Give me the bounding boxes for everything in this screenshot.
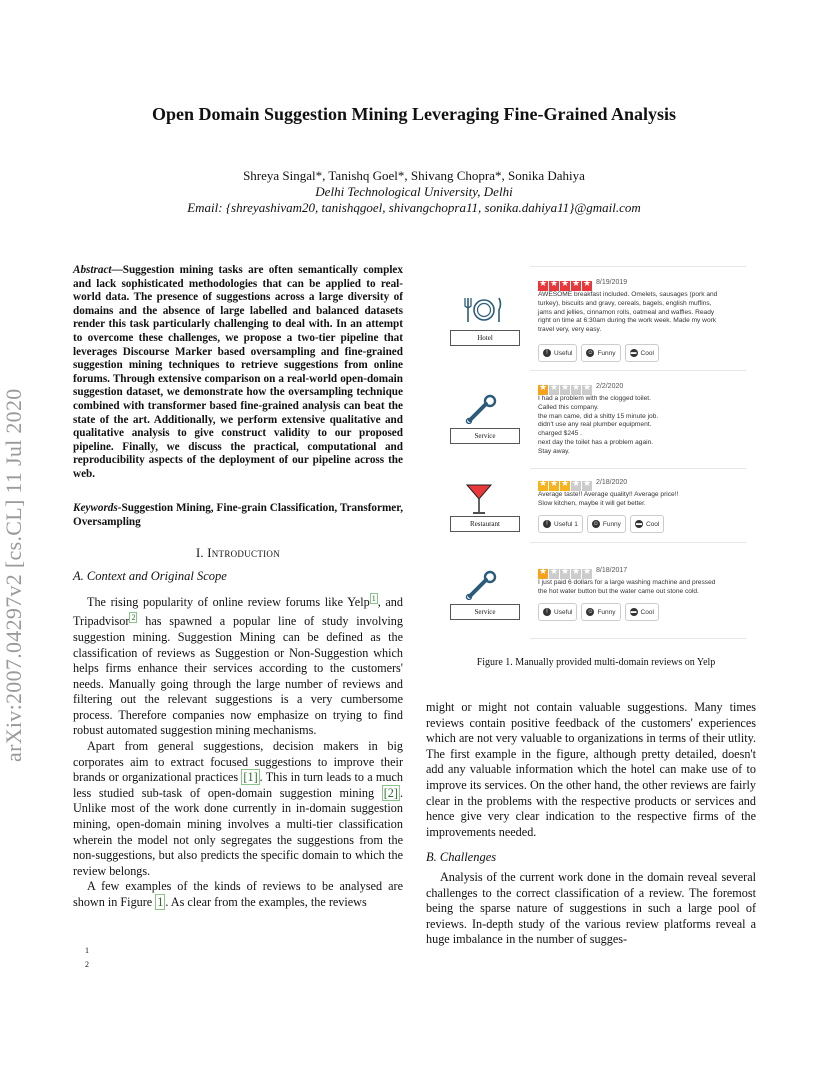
wrench-icon xyxy=(464,394,498,424)
left-column-body xyxy=(73,569,403,911)
keywords xyxy=(73,502,403,529)
star-icon xyxy=(560,569,570,579)
author-block xyxy=(0,168,828,216)
star-icon xyxy=(549,481,559,491)
divider xyxy=(530,370,746,371)
subsection-heading-b: B. Challenges xyxy=(426,850,497,865)
star-icon xyxy=(582,385,592,395)
intro-paragraph-3: A few examples of the kinds of reviews to be analysed are shown in Figure 1 . As clear from the examples, the reviews xyxy=(73,879,403,909)
divider xyxy=(530,266,746,267)
citation-link-2[interactable]: [2] xyxy=(383,785,398,800)
lightbulb-icon: ! xyxy=(543,349,551,357)
review-date: 8/18/2017 xyxy=(596,567,628,574)
funny-button[interactable]: ☺ Funny xyxy=(587,515,626,533)
arxiv-stamp: arXiv:2007.04297v2 [cs.CL] 11 Jul 2020 xyxy=(1,388,26,762)
affiliation: Delhi Technological University, Delhi xyxy=(315,184,513,199)
star-icon xyxy=(571,481,581,491)
star-icon xyxy=(571,281,581,291)
plate-cutlery-icon xyxy=(464,296,504,324)
subsection-heading-a: A. Context and Original Scope xyxy=(73,569,227,583)
star-icon xyxy=(549,281,559,291)
funny-button[interactable]: ☺ Funny xyxy=(581,603,620,621)
keywords-text: -Suggestion Mining, Fine-grain Classification, Transformer, Oversampling xyxy=(73,502,403,528)
divider xyxy=(530,638,746,639)
star-icon xyxy=(538,281,548,291)
review-actions xyxy=(538,603,659,621)
figure-1-reviews xyxy=(446,262,746,646)
useful-button[interactable]: ! Useful xyxy=(538,603,577,621)
star-icon xyxy=(538,481,548,491)
star-icon xyxy=(560,481,570,491)
review-date: 2/2/2020 xyxy=(596,383,624,390)
abstract-text: —Suggestion mining tasks are often semantically complex and lack sophisticated methodologies that can be applied to real-world data. The presence of suggestions across a large diversity of domains and the absence of large labelled and balanced datasets render this task particularly challenging to deal with. In an attempt to overcome these challenges, we propose a two-tier pipeline that leverages Discourse Marker based oversampling and fine-grained suggestion mining techniques to retrieve suggestions from online forums. Through extensive comparison on a real-world open-domain suggestion dataset, we demonstrate how the oversampling technique combined with transformer based fine-grained analysis can beat the state of the art. Additionally, we perform extensive qualitative and qualitative analysis to give construct validity to our proposed pipeline. Finally, we discuss the practical, computational and reproducibility aspects of the deployment of our pipeline across the web. xyxy=(73,264,403,480)
right-paragraph-1: might or might not contain valuable suggestions. Many times reviews contain positive feedback of the customers' experiences which are not very valuable to organizations in terms of their utlity. The first example in the figure, although pretty detailed, doesn't add any valuable information which the hotel can make use of to improve its services. On the other hand, the other reviews are fairly clear in the problems with the respective products or services and hence give very clear indication to the respective firms of the improvements needed. xyxy=(426,700,756,839)
cocktail-glass-icon xyxy=(464,482,494,516)
star-rating xyxy=(538,278,593,288)
star-icon xyxy=(582,481,592,491)
divider xyxy=(530,468,746,469)
star-icon xyxy=(571,385,581,395)
figure-ref-link[interactable]: 1 xyxy=(157,895,164,909)
useful-button[interactable]: ! Useful 1 xyxy=(538,515,583,533)
star-icon xyxy=(582,281,592,291)
star-icon xyxy=(560,385,570,395)
domain-label-service: Service xyxy=(450,428,520,444)
review-text: Average taste!! Average quality!! Average price!! Slow kitchen, maybe it will get better. xyxy=(538,491,679,507)
review-date: 2/18/2020 xyxy=(596,479,628,486)
domain-label-service: Service xyxy=(450,604,520,620)
cool-button[interactable]: ▬ Cool xyxy=(630,515,664,533)
sunglasses-icon: ▬ xyxy=(630,609,637,615)
star-icon xyxy=(582,569,592,579)
smiley-icon: ☺ xyxy=(592,521,599,527)
intro-paragraph-1: The rising popularity of online review forums like Yelp $^1$ , and Tripadvisor $^2$ has spawned a popular line of study involving suggestion mining. Suggestion Mining can be defined as the classification of reviews as Suggestion or Non-Suggestion which helps firms enhance their services according to the customers' needs. Manually going through the large number of reviews and filtering out the relevant suggestions is a very cumbersome process. Therefore companies now emphasize on trying to find robust automated suggestion mining mechanisms. xyxy=(73,593,403,738)
abstract-label: Abstract xyxy=(73,264,112,276)
review-text: I had a problem with the clogged toilet. Called this company. the man came, did a shitty 15 minute job. didn't use any real plumber equipment. charged $245 . next day the toilet has a problem again. Stay away. xyxy=(538,395,659,455)
intro-paragraph-2: Apart from general suggestions, decision makers in big corporates aim to extract focused suggestions to improve their brands or organizational practices [1] . This in turn leads to a much less studied sub-task of open-domain suggestion mining [2] . Unlike most of the work done currently in in-domain suggestion mining, open-domain mining involves a multi-tier classification wherein the model not only segregates the suggestions from the non-suggestions, but also predicts the specific domain to which the review belongs. xyxy=(73,739,403,878)
footnote-ref-2[interactable]: 2 xyxy=(131,613,136,623)
star-icon xyxy=(549,569,559,579)
author-names: Shreya Singal*, Tanishq Goel*, Shivang Chopra*, Sonika Dahiya xyxy=(243,168,585,183)
smiley-icon: ☺ xyxy=(587,609,594,615)
divider xyxy=(530,542,746,543)
star-rating xyxy=(538,566,593,576)
paper-title: Open Domain Suggestion Mining Leveraging Fine-Grained Analysis xyxy=(151,104,677,124)
footnote-ref-1[interactable]: 1 xyxy=(371,593,376,603)
citation-link-1[interactable]: [1] xyxy=(243,770,258,785)
footnote-1: 1 xyxy=(85,946,89,955)
star-icon xyxy=(549,385,559,395)
star-icon xyxy=(571,569,581,579)
star-icon xyxy=(538,385,548,395)
smiley-icon: ☺ xyxy=(587,350,594,356)
email: Email: {shreyashivam20, tanishqgoel, shivangchopra11, sonika.dahiya11}@gmail.com xyxy=(187,200,641,215)
domain-label-hotel: Hotel xyxy=(450,330,520,346)
right-paragraph-2: Analysis of the current work done in the domain reveal several challenges to the correct classification of a review. The foremost being the sparse nature of suggestions in such a large pool of reviews. In-depth study of the various review platforms reveal a huge imbalance in the number of sugges- xyxy=(426,869,756,947)
star-icon xyxy=(560,281,570,291)
cool-button[interactable]: ▬ Cool xyxy=(625,603,659,621)
review-text: I just paid 6 dollars for a large washing machine and pressed the hot water button but the water came out stone cold. xyxy=(538,579,716,595)
funny-button[interactable]: ☺ Funny xyxy=(581,344,620,362)
star-rating xyxy=(538,478,593,488)
lightbulb-icon: ! xyxy=(543,520,551,528)
star-rating xyxy=(538,382,593,392)
figure-caption: Figure 1. Manually provided multi-domain reviews on Yelp xyxy=(476,657,716,668)
lightbulb-icon: ! xyxy=(543,608,551,616)
keywords-label: Keywords xyxy=(73,502,118,514)
sunglasses-icon: ▬ xyxy=(630,350,637,356)
cool-button[interactable]: ▬ Cool xyxy=(625,344,659,362)
footnote-2: 2 xyxy=(85,960,89,969)
abstract xyxy=(73,264,403,482)
domain-label-restaurant: Restaurant xyxy=(450,516,520,532)
review-actions xyxy=(538,515,664,533)
useful-button[interactable]: ! Useful xyxy=(538,344,577,362)
review-date: 8/19/2019 xyxy=(596,279,628,286)
review-text: AWESOME breakfast included. Omelets, sausages (pork and turkey), biscuits and gravy, cereals, bagels, english muffins, jams and jellies, cinnamon rolls, oatmeal and waffles. Ready right on time at 6:30am during the work week. Made my work travel very, very easy. xyxy=(538,291,718,334)
star-icon xyxy=(538,569,548,579)
wrench-icon xyxy=(464,570,498,600)
section-heading-introduction: I. Introduction xyxy=(195,546,281,560)
sunglasses-icon: ▬ xyxy=(635,521,642,527)
review-actions xyxy=(538,344,659,362)
right-column-body xyxy=(426,700,756,948)
